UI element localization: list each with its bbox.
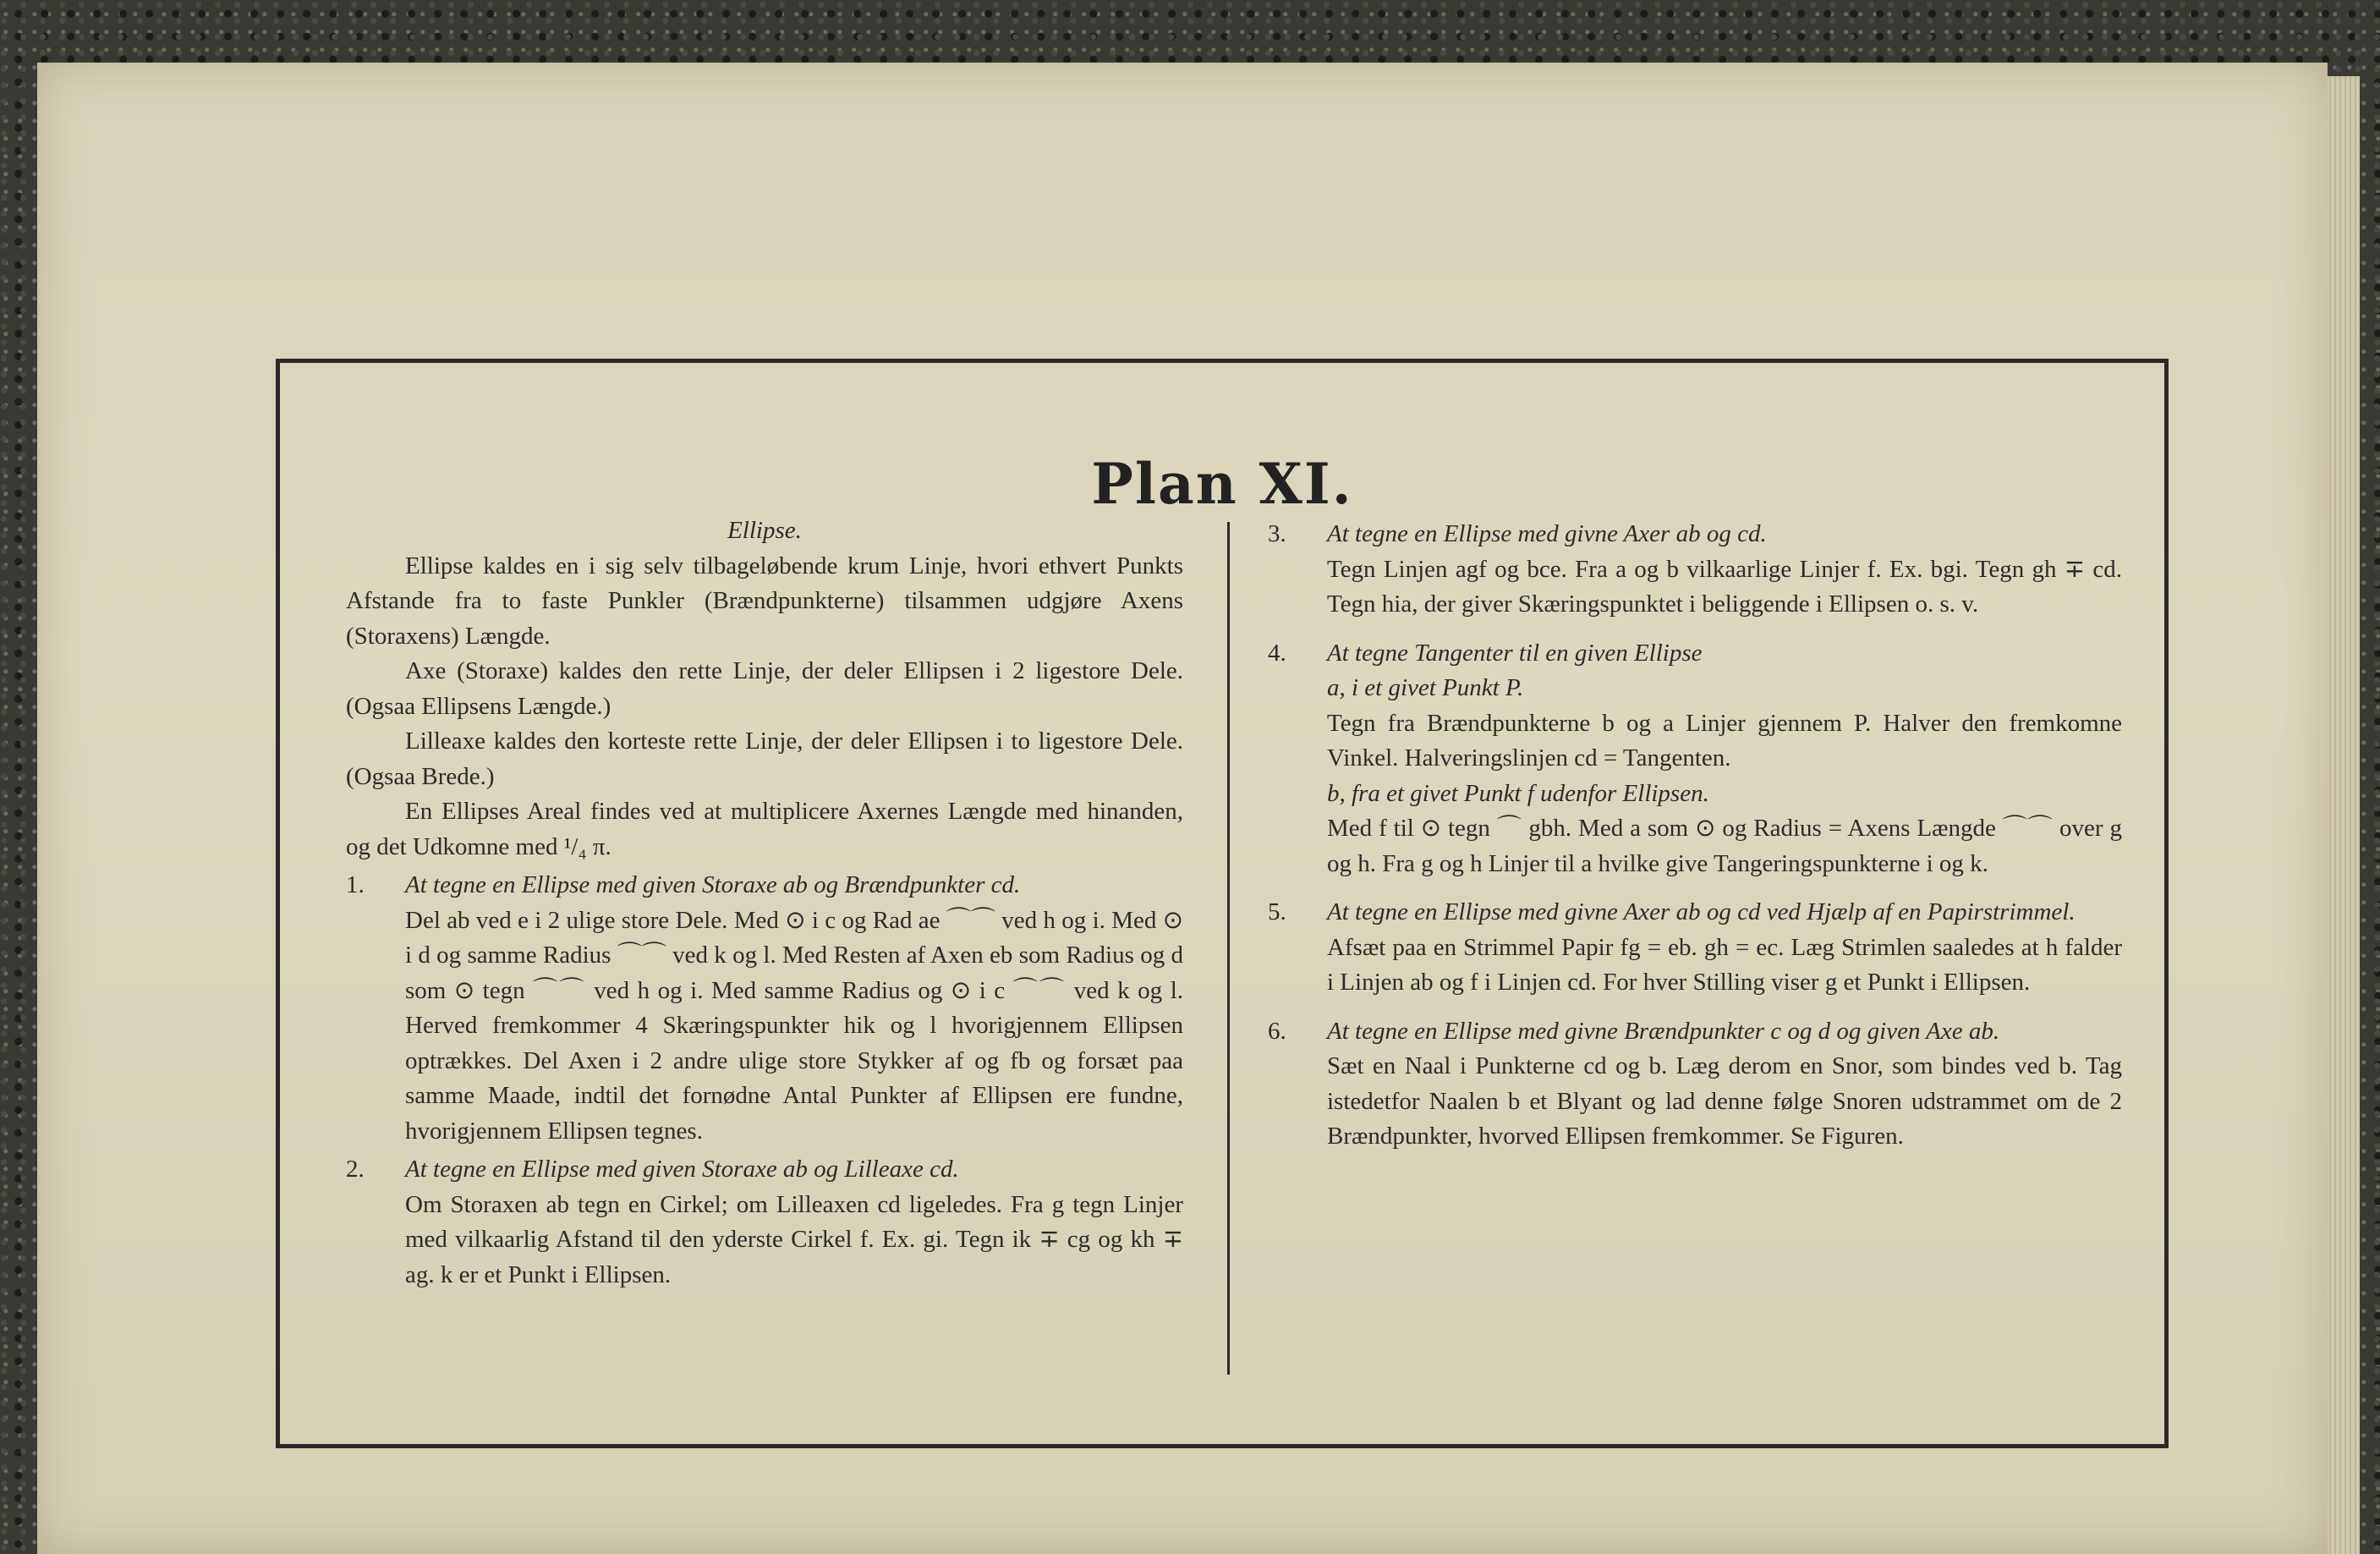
item-heading: At tegne en Ellipse med givne Axer ab og cd ved Hjælp af en Papirstrimmel. (1327, 898, 2076, 925)
item-body: Del ab ved e i 2 ulige store Dele. Med ⊙ i c og Rad ae ⌒⌒ ved h og i. Med ⊙ i d og samme Radius ⌒⌒ ved k og l. Med Resten af Axen eb som Radius og d som ⊙ tegn ⌒⌒ ved h og i. Med samme Radius og ⊙ i c ⌒⌒ ved k og l. Herved fremkommer 4 Skæringspunkter hik og l hvorigjennem Ellipsen optrækkes. Del Axen i 2 andre ulige store Stykker af og fb og forsæt paa samme Maade, indtil det fornødne Antal Punkter af Ellipsen ere fundne, hvorigjennem Ellipsen tegnes. (405, 906, 1183, 1145)
item-body: Tegn Linjen agf og bce. Fra a og b vilkaarlige Linjer f. Ex. bgi. Tegn gh ∓ cd. Tegn hia, der giver Skæringspunktet i beliggende i Ellipsen o. s. v. (1327, 555, 2122, 618)
definition-areal: En Ellipses Areal findes ved at multiplicere Axernes Længde med hinanden, og det Udkomne med ¹/₄ π. (346, 798, 1183, 860)
plate-frame (276, 359, 2169, 1448)
item-heading: At tegne en Ellipse med given Storaxe ab og Brændpunkter cd. (405, 871, 1021, 898)
list-item (346, 868, 1183, 1149)
item-body: Sæt en Naal i Punkterne cd og b. Læg derom en Snor, som bindes ved b. Tag istedetfor Naalen b et Blyant og lad denne følge Snoren udstrammet om de 2 Brændpunkter, hvorved Ellipsen fremkommer. Se Figuren. (1327, 1052, 2122, 1150)
item-body: Med f til ⊙ tegn ⌒ gbh. Med a som ⊙ og Radius = Axens Længde ⌒⌒ over g og h. Fra g og h Linjer til a hvilke give Tangeringspunkterne i og k. (1327, 815, 2122, 877)
column-divider (1227, 522, 1230, 1375)
definition-lilleaxe: Lilleaxe kaldes den korteste rette Linje, der deler Ellipsen i to ligestore Dele. (Ogsaa Brede.) (346, 728, 1183, 790)
item-heading: At tegne en Ellipse med givne Axer ab og cd. (1327, 520, 1767, 547)
item-heading: At tegne en Ellipse med givne Brændpunkter c og d og given Axe ab. (1327, 1017, 2000, 1045)
list-item (1268, 636, 2122, 882)
list-item (1268, 1014, 2122, 1155)
section-heading: Ellipse. (727, 517, 802, 544)
item-subheading: b, fra et givet Punkt f udenfor Ellipsen. (1327, 779, 1709, 807)
item-number: 3. (1268, 520, 1286, 547)
item-number: 2. (346, 1156, 365, 1183)
item-body: Om Storaxen ab tegn en Cirkel; om Lilleaxen cd ligeledes. Fra g tegn Linjer med vilkaarlig Afstand til den yderste Cirkel f. Ex. gi. Tegn ik ∓ cg og kh ∓ ag. k er et Punkt i Ellipsen. (405, 1190, 1183, 1288)
definition-ellipse: Ellipse kaldes en i sig selv tilbageløbende krum Linje, hvori ethvert Punkts Afstande fra to faste Punkler (Brændpunkterne) tilsammen udgjøre Axens (Storaxens) Længde. (346, 552, 1183, 650)
left-column (346, 513, 1183, 1293)
item-body: Afsæt paa en Strimmel Papir fg = eb. gh = ec. Læg Strimlen saaledes at h falder i Linjen ab og f i Linjen cd. For hver Stilling viser g et Punkt i Ellipsen. (1327, 933, 2122, 996)
item-body: Tegn fra Brændpunkterne b og a Linjer gjennem P. Halver den fremkomne Vinkel. Halveringslinjen cd = Tangenten. (1327, 709, 2122, 772)
item-number: 1. (346, 871, 365, 898)
item-number: 4. (1268, 639, 1286, 667)
right-column (1268, 513, 2122, 1155)
item-subheading: a, i et givet Punkt P. (1327, 674, 1524, 701)
item-heading: At tegne en Ellipse med given Storaxe ab og Lilleaxe cd. (405, 1156, 959, 1183)
item-heading: At tegne Tangenter til en given Ellipse (1327, 639, 1703, 667)
item-number: 5. (1268, 898, 1286, 925)
item-number: 6. (1268, 1017, 1286, 1045)
list-item (346, 1152, 1183, 1293)
page-title: Plan XI. (1091, 451, 1353, 517)
list-item (1268, 517, 2122, 623)
list-item (1268, 895, 2122, 1001)
definition-axe: Axe (Storaxe) kaldes den rette Linje, der deler Ellipsen i 2 ligestore Dele. (Ogsaa Ellipsens Længde.) (346, 657, 1183, 720)
book-page (37, 63, 2328, 1554)
